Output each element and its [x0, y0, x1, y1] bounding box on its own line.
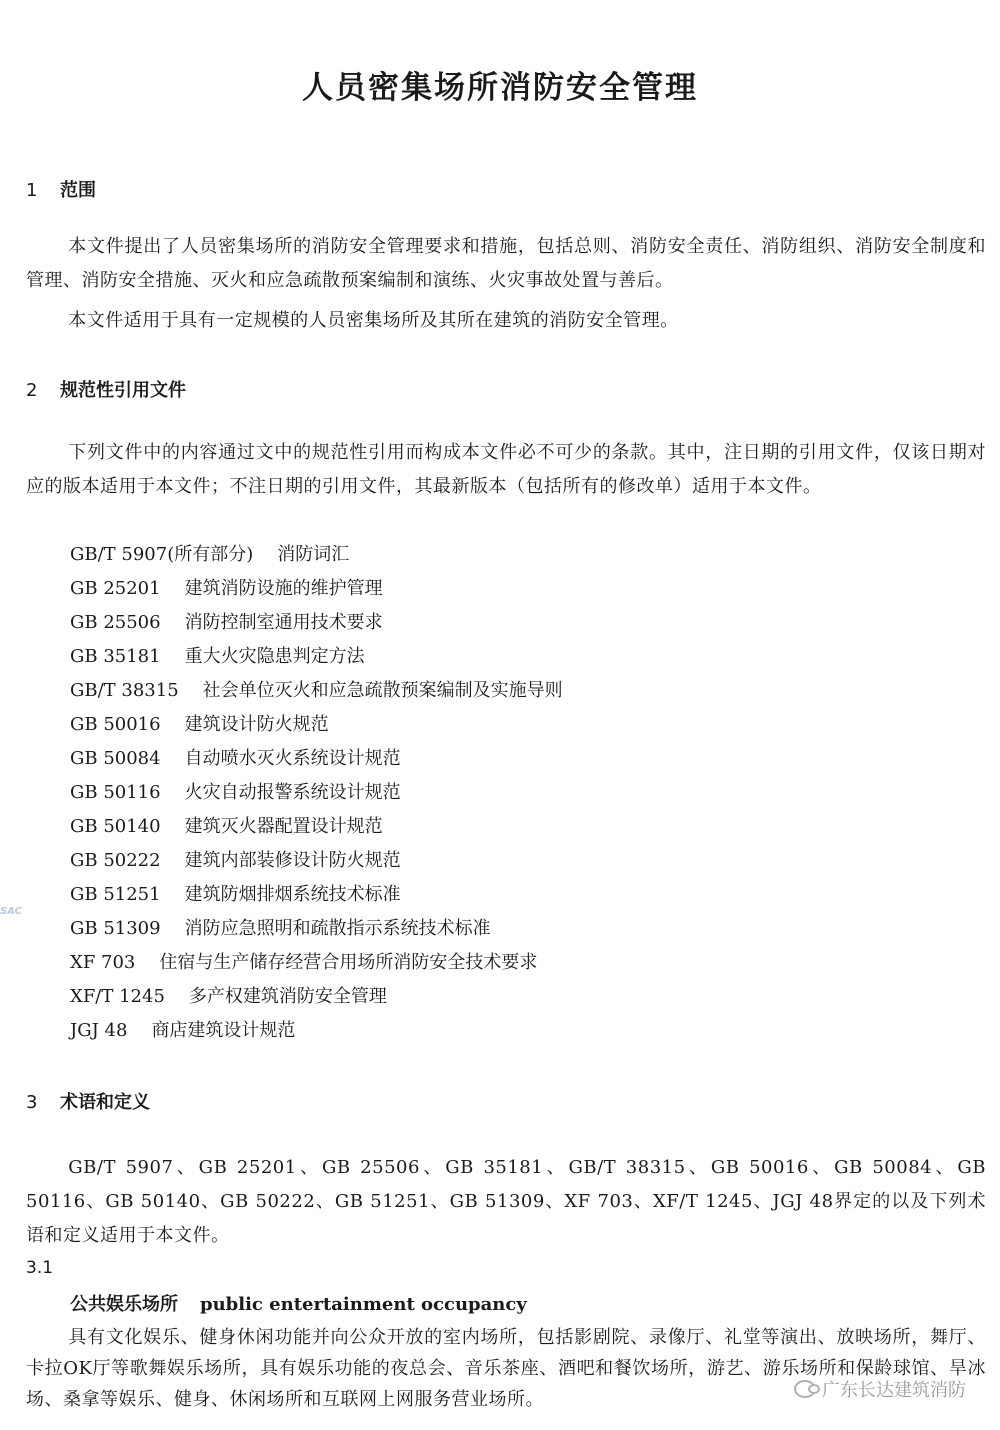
reference-item [70, 640, 970, 674]
reference-title: 消防应急照明和疏散指示系统技术标准 [184, 918, 491, 939]
term-number: 3.1 [26, 1258, 54, 1278]
section-number: 1 [26, 180, 38, 201]
document-title: 人员密集场所消防安全管理 [302, 70, 698, 106]
reference-title: 建筑灭火器配置设计规范 [184, 816, 383, 837]
section-title: 规范性引用文件 [60, 380, 186, 401]
reference-code: GB 51251 [70, 884, 161, 905]
watermark [794, 1376, 966, 1402]
reference-item [70, 606, 970, 640]
reference-item [70, 674, 970, 708]
reference-item [70, 708, 970, 742]
term-definition: 具有文化娱乐、健身休闲功能并向公众开放的室内场所，包括影剧院、录像厅、礼堂等演出、放映场所，舞厅、卡拉OK厅等歌舞娱乐场所，具有娱乐功能的夜总会、音乐茶座、酒吧和餐饮场所，游艺、游乐场所和保龄球馆、旱冰场、桑拿等娱乐、健身、休闲场所和互联网上网服务营业场所。 [26, 1327, 986, 1410]
section-number: 2 [26, 380, 38, 401]
reference-item [70, 912, 970, 946]
scope-paragraph-2: 本文件适用于具有一定规模的人员密集场所及其所在建筑的消防安全管理。 [68, 310, 679, 331]
reference-code: GB 25201 [70, 578, 161, 599]
reference-item [70, 572, 970, 606]
reference-code: XF/T 1245 [70, 986, 165, 1007]
term-heading [70, 1290, 527, 1320]
reference-title: 建筑消防设施的维护管理 [184, 578, 383, 599]
watermark-text: 广东长达建筑消防 [822, 1380, 966, 1401]
terms-intro: GB/T 5907、GB 25201、GB 25506、GB 35181、GB/T 38315、GB 50016、GB 50084、GB 50116、GB 50140、GB 50222、GB 51251、GB 51309、XF 703、XF/T 1245、JGJ 48界定的以及下列术语和定义适用于本文件。 [26, 1157, 986, 1246]
scope-paragraph-1: 本文件提出了人员密集场所的消防安全管理要求和措施，包括总则、消防安全责任、消防组织、消防安全制度和管理、消防安全措施、灭火和应急疏散预案编制和演练、火灾事故处置与善后。 [26, 236, 986, 291]
wechat-icon [794, 1380, 816, 1398]
reference-code: GB 50140 [70, 816, 161, 837]
reference-title: 多产权建筑消防安全管理 [188, 986, 387, 1007]
reference-code: GB 50016 [70, 714, 161, 735]
section-2-heading [26, 376, 186, 402]
reference-title: 建筑内部装修设计防火规范 [184, 850, 401, 871]
reference-code: GB 50222 [70, 850, 161, 871]
reference-title: 重大火灾隐患判定方法 [184, 646, 365, 667]
reference-item [70, 538, 970, 572]
reference-title: 火灾自动报警系统设计规范 [184, 782, 401, 803]
reference-item [70, 844, 970, 878]
term-en: public entertainment occupancy [200, 1294, 527, 1315]
reference-title: 社会单位灭火和应急疏散预案编制及实施导则 [202, 680, 563, 701]
reference-title: 消防词汇 [277, 544, 350, 565]
reference-item [70, 742, 970, 776]
reference-code: GB 25506 [70, 612, 161, 633]
reference-code: GB 35181 [70, 646, 161, 667]
term-zh: 公共娱乐场所 [70, 1294, 178, 1315]
section-1-heading [26, 176, 96, 202]
reference-code: JGJ 48 [70, 1020, 128, 1041]
reference-title: 建筑防烟排烟系统技术标准 [184, 884, 401, 905]
reference-item [70, 810, 970, 844]
reference-title: 商店建筑设计规范 [151, 1020, 296, 1041]
reference-item [70, 878, 970, 912]
reference-item [70, 980, 970, 1014]
section-number: 3 [26, 1092, 38, 1113]
section-3-heading [26, 1088, 150, 1114]
reference-title: 自动喷水灭火系统设计规范 [184, 748, 401, 769]
reference-code: XF 703 [70, 952, 136, 973]
reference-title: 消防控制室通用技术要求 [184, 612, 383, 633]
reference-code: GB/T 38315 [70, 680, 179, 701]
reference-list [70, 538, 970, 1048]
reference-code: GB 51309 [70, 918, 161, 939]
edge-logo-mark: SAC [0, 906, 22, 917]
section-title: 术语和定义 [60, 1092, 150, 1113]
references-intro: 下列文件中的内容通过文中的规范性引用而构成本文件必不可少的条款。其中，注日期的引用文件，仅该日期对应的版本适用于本文件；不注日期的引用文件，其最新版本（包括所有的修改单）适用于本文件。 [26, 442, 986, 497]
reference-code: GB/T 5907(所有部分) [70, 544, 254, 565]
reference-code: GB 50084 [70, 748, 161, 769]
reference-title: 住宿与生产储存经营合用场所消防安全技术要求 [159, 952, 538, 973]
reference-title: 建筑设计防火规范 [184, 714, 329, 735]
reference-item [70, 776, 970, 810]
reference-code: GB 50116 [70, 782, 161, 803]
reference-item [70, 1014, 970, 1048]
section-title: 范围 [60, 180, 96, 201]
reference-item [70, 946, 970, 980]
